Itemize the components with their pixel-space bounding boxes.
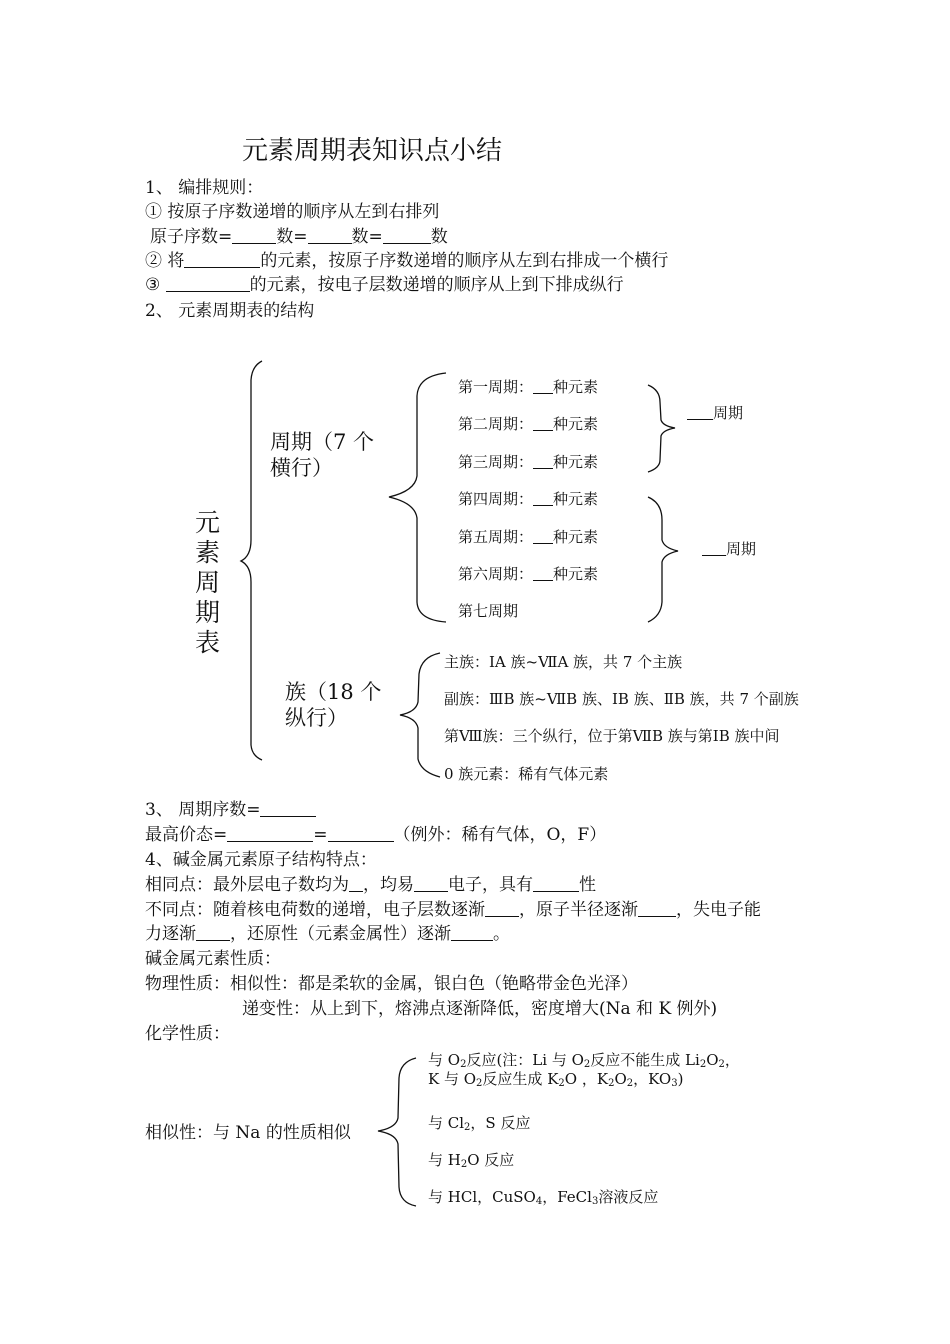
difference-line-2: 力逐渐 ，还原性（元素金属性）逐渐 。	[145, 924, 510, 944]
blank	[533, 378, 553, 394]
period-label: 横行）	[270, 456, 333, 480]
root-label-char: 期	[195, 598, 221, 627]
properties-heading: 碱金属元素性质：	[145, 949, 281, 969]
long-period-brace	[648, 497, 678, 622]
similarity-line: 相同点：最外层电子数均为 ，均易 电子，具有 性	[145, 875, 596, 895]
reaction-brace	[378, 1058, 416, 1206]
blank	[196, 923, 230, 941]
period-item: 第七周期	[458, 602, 519, 620]
blank	[227, 824, 313, 842]
rule-1-equation: 原子序数= 数= 数= 数	[150, 227, 448, 247]
period-brace	[389, 373, 446, 622]
blank	[260, 799, 316, 817]
blank	[533, 528, 553, 544]
group-label: 纵行）	[285, 706, 348, 730]
valence-line: 最高价态= = （例外：稀有气体，O，F）	[145, 825, 607, 845]
group-brace	[400, 653, 440, 777]
blank	[702, 540, 726, 556]
reaction-k-o2: K 与 $O_2$反应生成 $K_2O$ ，$K_2O_2$，$KO_3$)	[428, 1070, 684, 1089]
period-number-line: 3、 周期序数=	[145, 798, 316, 822]
rule-2: ② 将 的元素，按原子序数递增的顺序从左到右排成一个横行	[145, 251, 669, 271]
section-2-heading: 2、 元素周期表的结构	[145, 301, 315, 321]
chemical-heading: 化学性质：	[145, 1024, 230, 1044]
long-period-label: 周期	[702, 539, 756, 559]
period-item: 第四周期： 种元素	[458, 490, 599, 508]
physical-similarity: 物理性质：相似性：都是柔软的金属，银白色（铯略带金色光泽）	[145, 974, 638, 994]
blank	[414, 874, 448, 892]
root-label-char: 元	[195, 508, 221, 537]
reaction-h2o: 与 $H_2O$ 反应	[428, 1151, 515, 1170]
physical-trend: 递变性：从上到下，熔沸点逐渐降低，密度增大(Na 和 K 例外)	[242, 999, 718, 1019]
group-item: 主族：ⅠA 族~ⅦA 族，共 7 个主族	[444, 653, 683, 671]
period-label: 周期（7 个	[270, 430, 375, 454]
section-4-heading: 4、碱金属元素原子结构特点：	[145, 850, 377, 870]
short-period-brace	[648, 385, 675, 472]
section-1-heading: 1、 编排规则：	[145, 178, 264, 198]
blank	[328, 824, 394, 842]
blank	[533, 453, 553, 469]
period-item: 第六周期： 种元素	[458, 565, 599, 583]
rule-1: ① 按原子序数递增的顺序从左到右排列	[145, 202, 440, 222]
chemical-similarity-label: 相似性：与 Na 的性质相似	[145, 1123, 351, 1143]
blank	[687, 404, 713, 420]
difference-line: 不同点：随着核电荷数的递增，电子层数逐渐 ，原子半径逐渐 ，失电子能	[145, 900, 761, 920]
period-item: 第一周期： 种元素	[458, 378, 599, 396]
period-item: 第五周期： 种元素	[458, 528, 599, 546]
blank	[533, 490, 553, 506]
blank	[485, 899, 519, 917]
group-label: 族（18 个	[285, 680, 382, 704]
blank	[533, 874, 579, 892]
reaction-o2: 与 $O_2$反应(注：Li 与 $O_2$反应不能生成 $Li_2O_2$，	[428, 1051, 740, 1070]
reaction-cl2-s: 与 $Cl_2$，S 反应	[428, 1114, 531, 1133]
group-item: 第Ⅷ族：三个纵行，位于第ⅦB 族与第ⅠB 族中间	[444, 727, 780, 745]
group-item: 副族：ⅢB 族~ⅦB 族、ⅠB 族、ⅡB 族，共 7 个副族	[444, 690, 799, 708]
group-item: 0 族元素：稀有气体元素	[444, 765, 609, 783]
period-item: 第三周期： 种元素	[458, 453, 599, 471]
blank	[638, 899, 676, 917]
root-brace	[241, 361, 262, 760]
reaction-solutions: 与 HCl，CuSO$_4$，FeCl$_3$溶液反应	[428, 1188, 659, 1207]
blank	[451, 923, 493, 941]
root-label-char: 素	[195, 538, 221, 567]
root-label-char: 周	[195, 568, 221, 597]
short-period-label: 周期	[687, 403, 743, 423]
blank	[533, 565, 553, 581]
period-item: 第二周期： 种元素	[458, 415, 599, 433]
rule-3: ③ 的元素，按电子层数递增的顺序从上到下排成纵行	[145, 275, 624, 295]
blank	[533, 415, 553, 431]
blank	[349, 874, 363, 892]
page-title: 元素周期表知识点小结	[242, 136, 503, 166]
root-label-char: 表	[195, 628, 221, 657]
